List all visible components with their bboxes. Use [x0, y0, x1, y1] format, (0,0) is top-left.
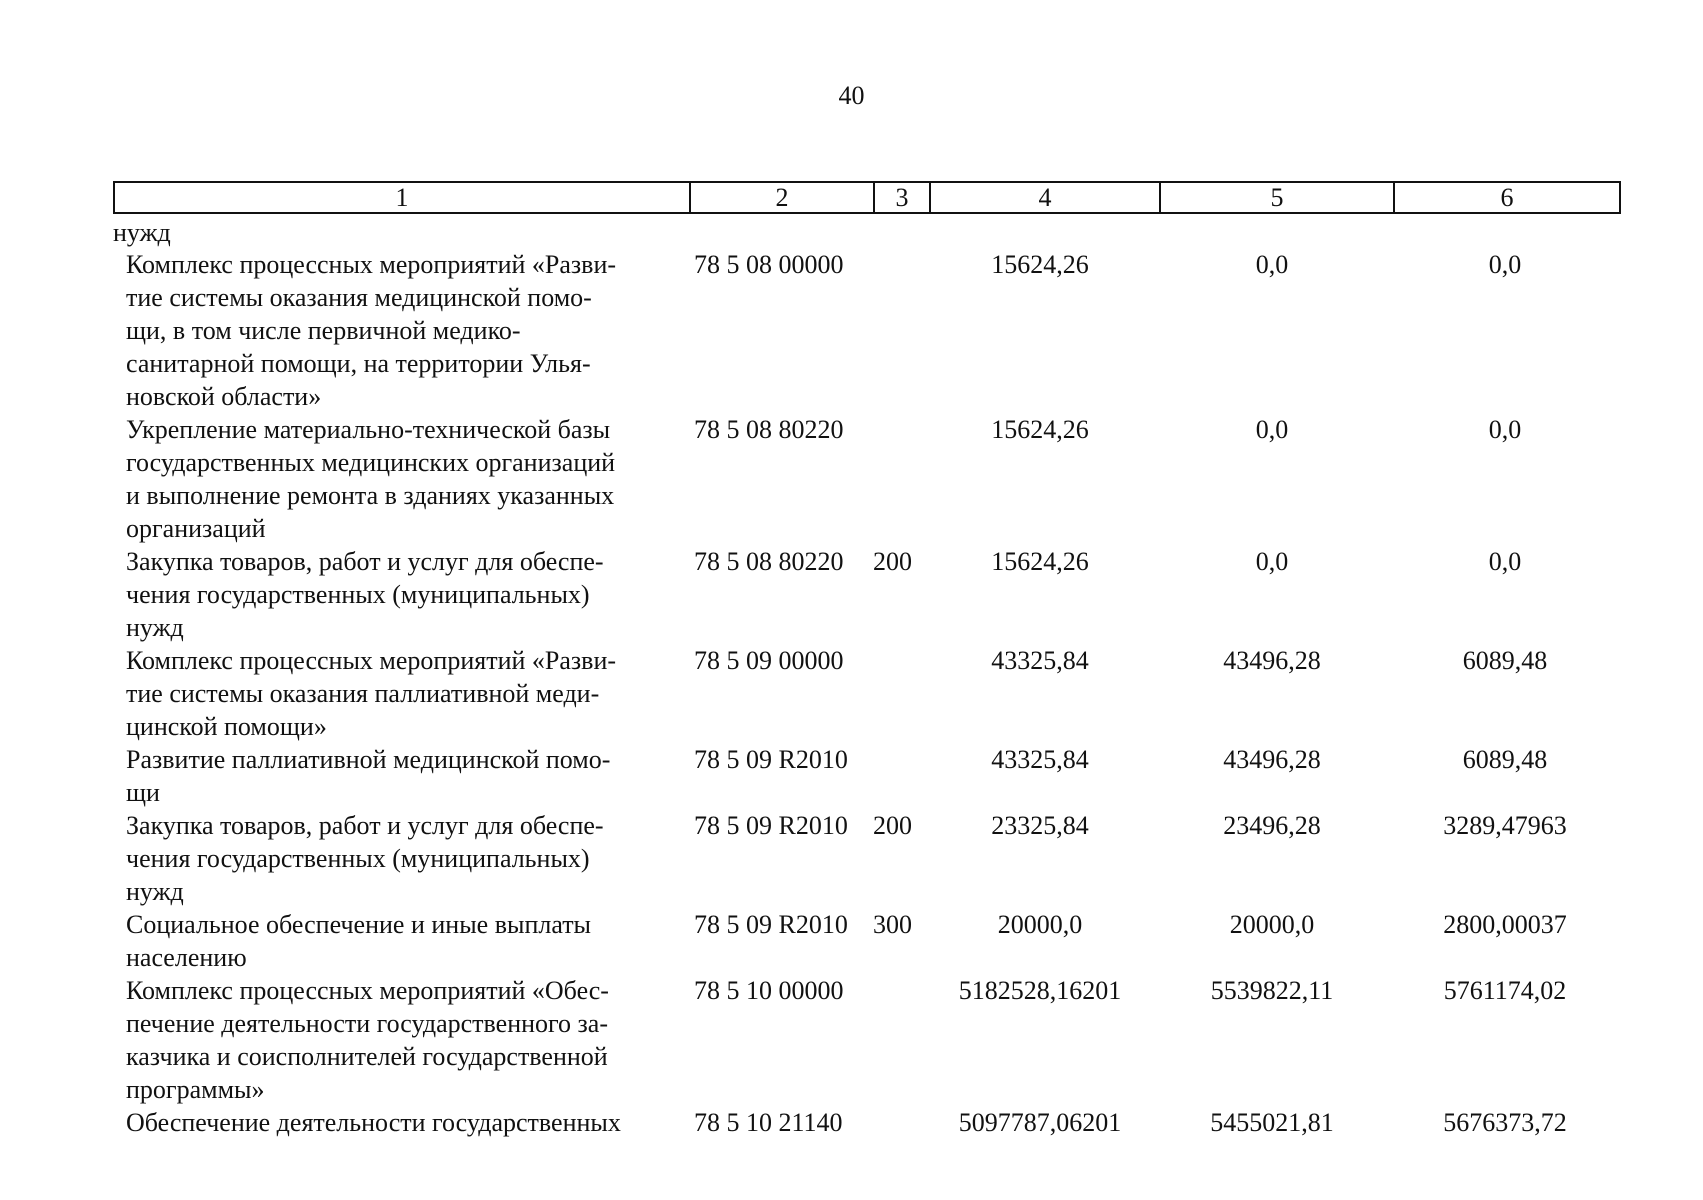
description-line: чения государственных (муниципальных): [126, 580, 590, 609]
row-expense-type: [867, 644, 925, 743]
row-value-col6: [1389, 218, 1621, 248]
row-expense-type: [867, 248, 925, 413]
row-description: [113, 545, 683, 644]
description-line: Укрепление материально-технической базы: [126, 415, 611, 444]
description-line: Закупка товаров, работ и услуг для обеспе-: [126, 811, 604, 840]
row-expense-type: [867, 413, 925, 545]
row-description: [113, 809, 683, 908]
table-row: [113, 218, 1621, 248]
row-expense-type: 300: [873, 910, 912, 939]
row-value-col5: 23496,28: [1223, 811, 1321, 840]
row-code: 78 5 10 00000: [694, 976, 844, 1005]
row-code: 78 5 09 R2010: [694, 745, 848, 774]
row-code: 78 5 10 21140: [694, 1108, 843, 1137]
header-col-2: 2: [691, 183, 875, 212]
table-row: [113, 908, 1621, 974]
description-line: Комплекс процессных мероприятий «Обес-: [126, 976, 609, 1005]
description-line: населению: [126, 943, 247, 972]
row-code: 78 5 09 R2010: [694, 910, 848, 939]
description-line: Комплекс процессных мероприятий «Разви-: [126, 646, 617, 675]
row-value-col5: 0,0: [1255, 415, 1289, 444]
description-line: нужд: [113, 218, 171, 247]
description-line: тие системы оказания медицинской помо-: [126, 283, 592, 312]
description-line: Закупка товаров, работ и услуг для обеспе-: [126, 547, 604, 576]
header-col-4: 4: [931, 183, 1161, 212]
row-value-col4: 23325,84: [991, 811, 1089, 840]
description-line: казчика и соисполнителей государственной: [126, 1042, 608, 1071]
row-expense-type: [867, 974, 925, 1106]
row-value-col6: 0,0: [1488, 250, 1522, 279]
row-value-col4: 5097787,06201: [958, 1108, 1122, 1137]
row-code: 78 5 09 00000: [694, 646, 844, 675]
row-value-col4: 20000,0: [997, 910, 1083, 939]
row-value-col5: 0,0: [1255, 250, 1289, 279]
table-header: [113, 181, 1621, 214]
row-expense-type: [867, 1106, 925, 1139]
row-value-col5: 20000,0: [1229, 910, 1315, 939]
table-row: [113, 413, 1621, 545]
page-number: 40: [838, 81, 865, 110]
row-expense-type: [867, 743, 925, 809]
row-expense-type: 200: [873, 547, 912, 576]
row-code: 78 5 09 R2010: [694, 811, 848, 840]
row-value-col4: [925, 218, 1155, 248]
description-line: организаций: [126, 514, 266, 543]
row-value-col4: 43325,84: [991, 646, 1089, 675]
row-description: [113, 413, 683, 545]
table-row: [113, 248, 1621, 413]
description-line: нужд: [126, 877, 184, 906]
description-line: Обеспечение деятельности государственных: [126, 1108, 621, 1137]
description-line: чения государственных (муниципальных): [126, 844, 590, 873]
row-code: 78 5 08 80220: [694, 547, 844, 576]
description-line: щи, в том числе первичной медико-: [126, 316, 521, 345]
description-line: цинской помощи»: [126, 712, 327, 741]
header-col-5: 5: [1161, 183, 1395, 212]
header-col-3: 3: [875, 183, 931, 212]
table-row: [113, 545, 1621, 644]
row-description: [113, 644, 683, 743]
table-row: [113, 644, 1621, 743]
row-code: [683, 218, 867, 248]
row-value-col6: 6089,48: [1462, 646, 1548, 675]
row-value-col4: 15624,26: [991, 547, 1089, 576]
description-line: новской области»: [126, 382, 322, 411]
row-description: [113, 248, 683, 413]
row-description: [113, 908, 683, 974]
description-line: тие системы оказания паллиативной меди-: [126, 679, 600, 708]
row-description: [113, 218, 683, 248]
row-value-col5: 0,0: [1255, 547, 1289, 576]
table-row: [113, 743, 1621, 809]
row-value-col4: 5182528,16201: [958, 976, 1122, 1005]
description-line: Социальное обеспечение и иные выплаты: [126, 910, 592, 939]
row-value-col6: 5761174,02: [1443, 976, 1567, 1005]
table-row: [113, 809, 1621, 908]
row-expense-type: [867, 218, 925, 248]
description-line: программы»: [126, 1075, 265, 1104]
table-row: [113, 974, 1621, 1106]
description-line: санитарной помощи, на территории Улья-: [126, 349, 591, 378]
row-value-col6: 0,0: [1488, 547, 1522, 576]
row-value-col6: 3289,47963: [1443, 811, 1567, 840]
description-line: и выполнение ремонта в зданиях указанных: [126, 481, 615, 510]
row-value-col6: 2800,00037: [1443, 910, 1567, 939]
row-description: [113, 743, 683, 809]
row-value-col5: 43496,28: [1223, 646, 1321, 675]
row-value-col5: [1155, 218, 1389, 248]
table-body: [113, 218, 1621, 1139]
row-value-col4: 15624,26: [991, 415, 1089, 444]
description-line: щи: [126, 778, 160, 807]
description-line: печение деятельности государственного за-: [126, 1009, 609, 1038]
row-value-col5: 5539822,11: [1210, 976, 1334, 1005]
description-line: Развитие паллиативной медицинской помо-: [126, 745, 611, 774]
row-value-col5: 5455021,81: [1210, 1108, 1334, 1137]
description-line: нужд: [126, 613, 184, 642]
row-description: [113, 1106, 683, 1139]
table-row: [113, 1106, 1621, 1139]
row-value-col6: 6089,48: [1462, 745, 1548, 774]
row-description: [113, 974, 683, 1106]
header-col-1: 1: [115, 183, 691, 212]
description-line: Комплекс процессных мероприятий «Разви-: [126, 250, 617, 279]
row-value-col6: 0,0: [1488, 415, 1522, 444]
row-value-col4: 43325,84: [991, 745, 1089, 774]
row-code: 78 5 08 00000: [694, 250, 844, 279]
description-line: государственных медицинских организаций: [126, 448, 616, 477]
row-code: 78 5 08 80220: [694, 415, 844, 444]
row-expense-type: 200: [873, 811, 912, 840]
header-col-6: 6: [1500, 183, 1514, 212]
row-value-col6: 5676373,72: [1443, 1108, 1567, 1137]
row-value-col5: 43496,28: [1223, 745, 1321, 774]
row-value-col4: 15624,26: [991, 250, 1089, 279]
